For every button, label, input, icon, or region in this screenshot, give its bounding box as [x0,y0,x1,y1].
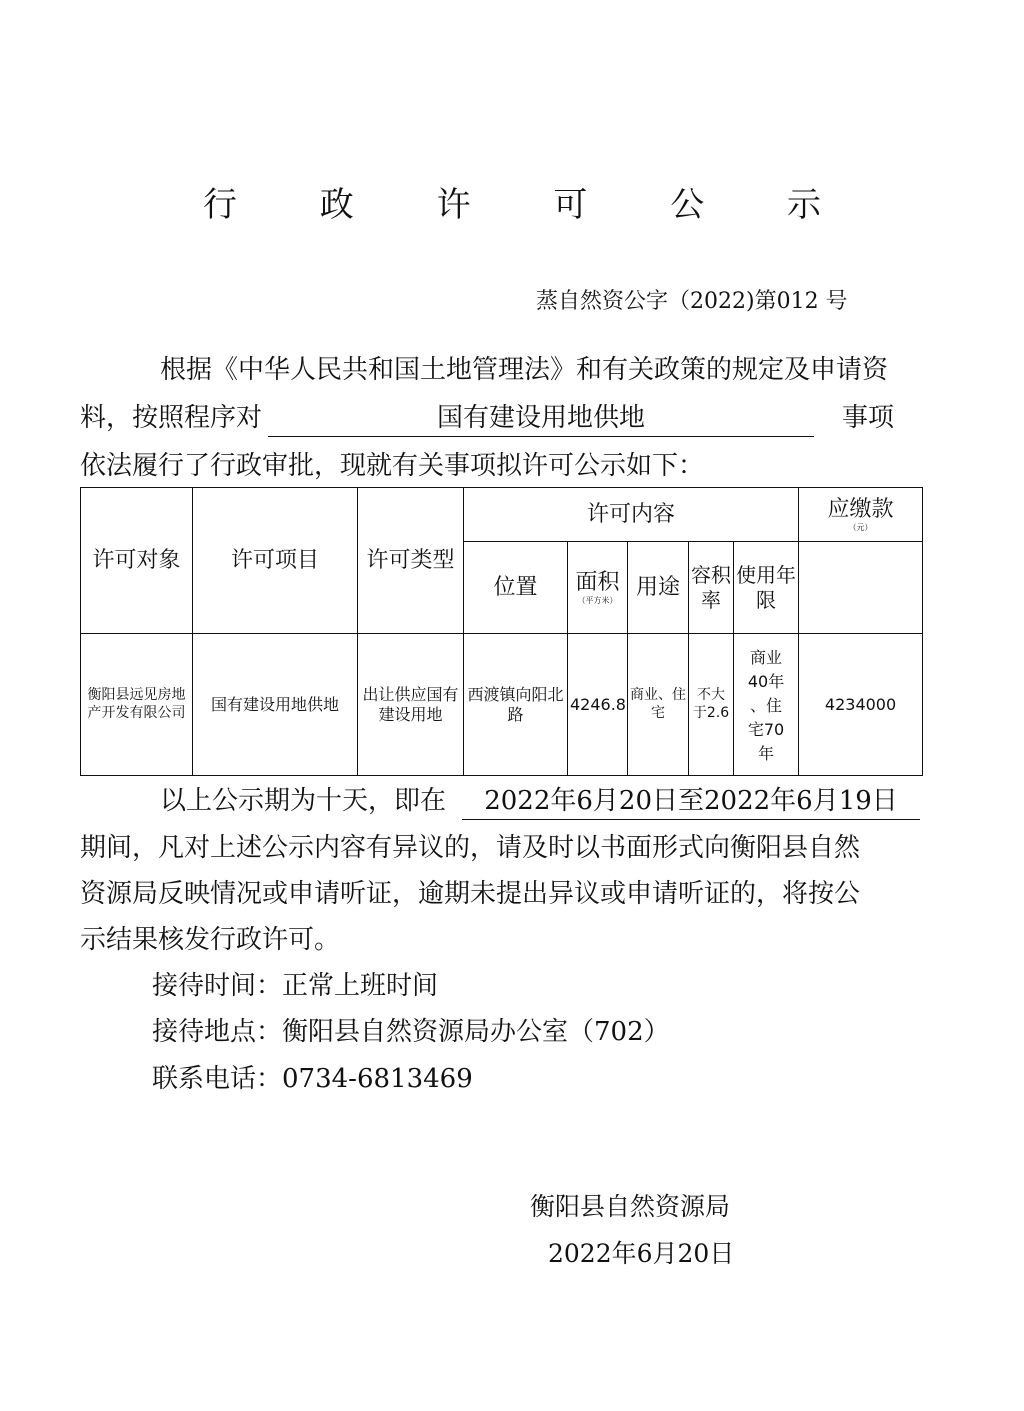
cell-subject: 衡阳县远见房地产开发有限公司 [81,634,193,776]
reception-place: 接待地点：衡阳县自然资源局办公室（702） [152,1017,670,1047]
reception-hours: 接待时间：正常上班时间 [152,971,439,1001]
header-subject: 许可对象 [81,488,193,634]
header-fee-unit: （元） [848,523,873,533]
cell-term [734,634,799,776]
header-fee-cell [799,488,923,542]
cell-location: 西渡镇向阳北路 [464,634,568,776]
header-type: 许可类型 [358,488,464,634]
cell-term-line: 年 [758,743,775,763]
header-item: 许可项目 [193,488,358,634]
contact-phone: 联系电话：0734-6813469 [152,1064,473,1094]
intro-line-2-prefix: 料，按照程序对 [80,403,263,433]
cell-item: 国有建设用地供地 [193,634,358,776]
signature-org: 衡阳县自然资源局 [530,1192,731,1221]
period-line-4: 示结果核发行政许可。 [80,925,341,955]
period-dates-field: 2022年6月20日至2022年6月19日 [462,783,920,820]
header-area-unit: （平方米） [577,596,618,606]
cell-fee: 4234000 [799,634,923,776]
header-far: 容积率 [689,542,734,634]
permit-table [80,487,923,776]
cell-term-line: 宅70 [747,719,785,739]
header-location: 位置 [464,542,568,634]
cell-type: 出让供应国有建设用地 [358,634,464,776]
signature-date: 2022年6月20日 [548,1239,735,1268]
cell-term-line: 、住 [750,695,783,715]
header-area-cell [568,542,628,634]
cell-area: 4246.8 [568,634,628,776]
intro-line-1: 根据《中华人民共和国土地管理法》和有关政策的规定及申请资 [160,355,889,385]
document-title: 行 政 许 可 公 示 [202,185,858,225]
header-term: 使用年限 [734,542,799,634]
intro-line-2-suffix: 事项 [842,403,895,433]
period-prefix: 以上公示期为十天，即在 [160,786,447,816]
cell-far: 不大于2.6 [689,634,734,776]
cell-term-line: 商业 [750,647,783,667]
header-area: 面积 [575,569,620,595]
period-line-2: 期间，凡对上述公示内容有异议的，请及时以书面形式向衡阳县自然 [80,833,861,863]
header-fee-blank [799,542,923,634]
cell-use: 商业、住宅 [628,634,689,776]
permit-matter-field: 国有建设用地供地 [268,400,814,437]
cell-term-line: 40年 [747,671,785,691]
period-line-3: 资源局反映情况或申请听证，逾期未提出异议或申请听证的，将按公 [80,879,861,909]
intro-line-3: 依法履行了行政审批，现就有关事项拟许可公示如下： [80,451,705,481]
document-number: 蒸自然资公字（2022)第012 号 [536,289,848,314]
header-use: 用途 [628,542,689,634]
header-fee: 应缴款 [827,496,894,522]
header-content: 许可内容 [464,488,799,542]
